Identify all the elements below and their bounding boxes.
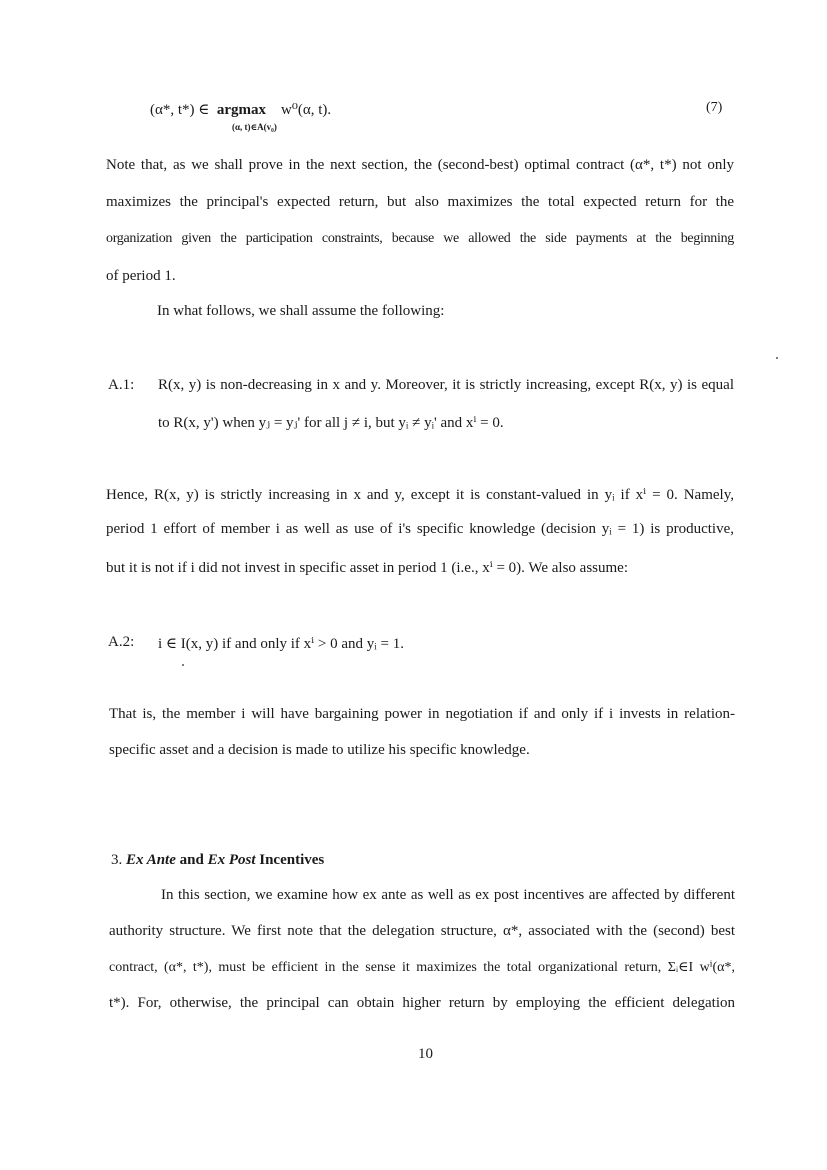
paragraph-1-line-4: of period 1. xyxy=(106,268,176,284)
paragraph-3-line-3: but it is not if i did not invest in specific asset in period 1 (i.e., xⁱ = 0). We also assume: xyxy=(106,560,628,576)
paragraph-1-line-1: Note that, as we shall prove in the next section, the (second-best) optimal contract (α*, t*) not only xyxy=(106,157,734,173)
paragraph-5-line-2: authority structure. We first note that the delegation structure, α*, associated with the (second) best xyxy=(109,923,735,939)
paragraph-3-line-2: period 1 effort of member i as well as use of i's specific knowledge (decision yᵢ = 1) is productive, xyxy=(106,521,734,537)
scan-speck xyxy=(776,357,778,359)
section-heading xyxy=(111,852,324,869)
assumption-2-label: A.2: xyxy=(108,634,135,650)
paragraph-5-line-1: In this section, we examine how ex ante as well as ex post incentives are affected by different xyxy=(161,887,735,903)
equation-subscript: (α, t)∈A(v₀) xyxy=(232,122,277,132)
paragraph-4-line-2: specific asset and a decision is made to utilize his specific knowledge. xyxy=(109,742,530,758)
section-title-ex-post: Ex Post xyxy=(207,852,256,868)
section-number: 3. xyxy=(111,852,123,868)
paragraph-1-line-2: maximizes the principal's expected return, but also maximizes the total expected return for the xyxy=(106,194,734,210)
assumption-1-line-2: to R(x, y') when yⱼ = yⱼ' for all j ≠ i, but yᵢ ≠ yᵢ' and xⁱ = 0. xyxy=(158,415,504,431)
equation-rhs: w⁰(α, t). xyxy=(281,102,332,118)
paragraph-5-line-3: contract, (α*, t*), must be efficient in the sense it maximizes the total organizational return, Σᵢ∈I wⁱ(α*, xyxy=(109,960,735,975)
assumption-1-line-1: R(x, y) is non-decreasing in x and y. Moreover, it is strictly increasing, except R(x, y) is equal xyxy=(158,377,734,393)
paragraph-1-line-3: organization given the participation constraints, because we allowed the side payments at the beginning xyxy=(106,231,734,246)
equation-7 xyxy=(150,100,331,119)
equation-operator: argmax xyxy=(216,102,267,118)
equation-number: (7) xyxy=(706,100,723,115)
section-title-incentives: Incentives xyxy=(259,852,325,868)
assumption-1-label: A.1: xyxy=(108,377,135,393)
section-title-ex-ante: Ex Ante xyxy=(126,852,176,868)
paragraph-5-line-4: t*). For, otherwise, the principal can obtain higher return by employing the efficient delegation xyxy=(109,995,735,1011)
scan-speck xyxy=(182,664,184,666)
section-title-and: and xyxy=(179,852,204,868)
equation-lhs: (α*, t*) ∈ xyxy=(150,102,210,118)
assumption-2-text: i ∈ I(x, y) if and only if xⁱ > 0 and yᵢ = 1. xyxy=(158,636,404,652)
paragraph-2: In what follows, we shall assume the following: xyxy=(157,303,445,319)
paragraph-3-line-1: Hence, R(x, y) is strictly increasing in x and y, except it is constant-valued in yᵢ if xⁱ = 0. Namely, xyxy=(106,487,734,503)
page-number: 10 xyxy=(418,1046,433,1062)
paragraph-4-line-1: That is, the member i will have bargaining power in negotiation if and only if i invests in relation- xyxy=(109,706,735,722)
